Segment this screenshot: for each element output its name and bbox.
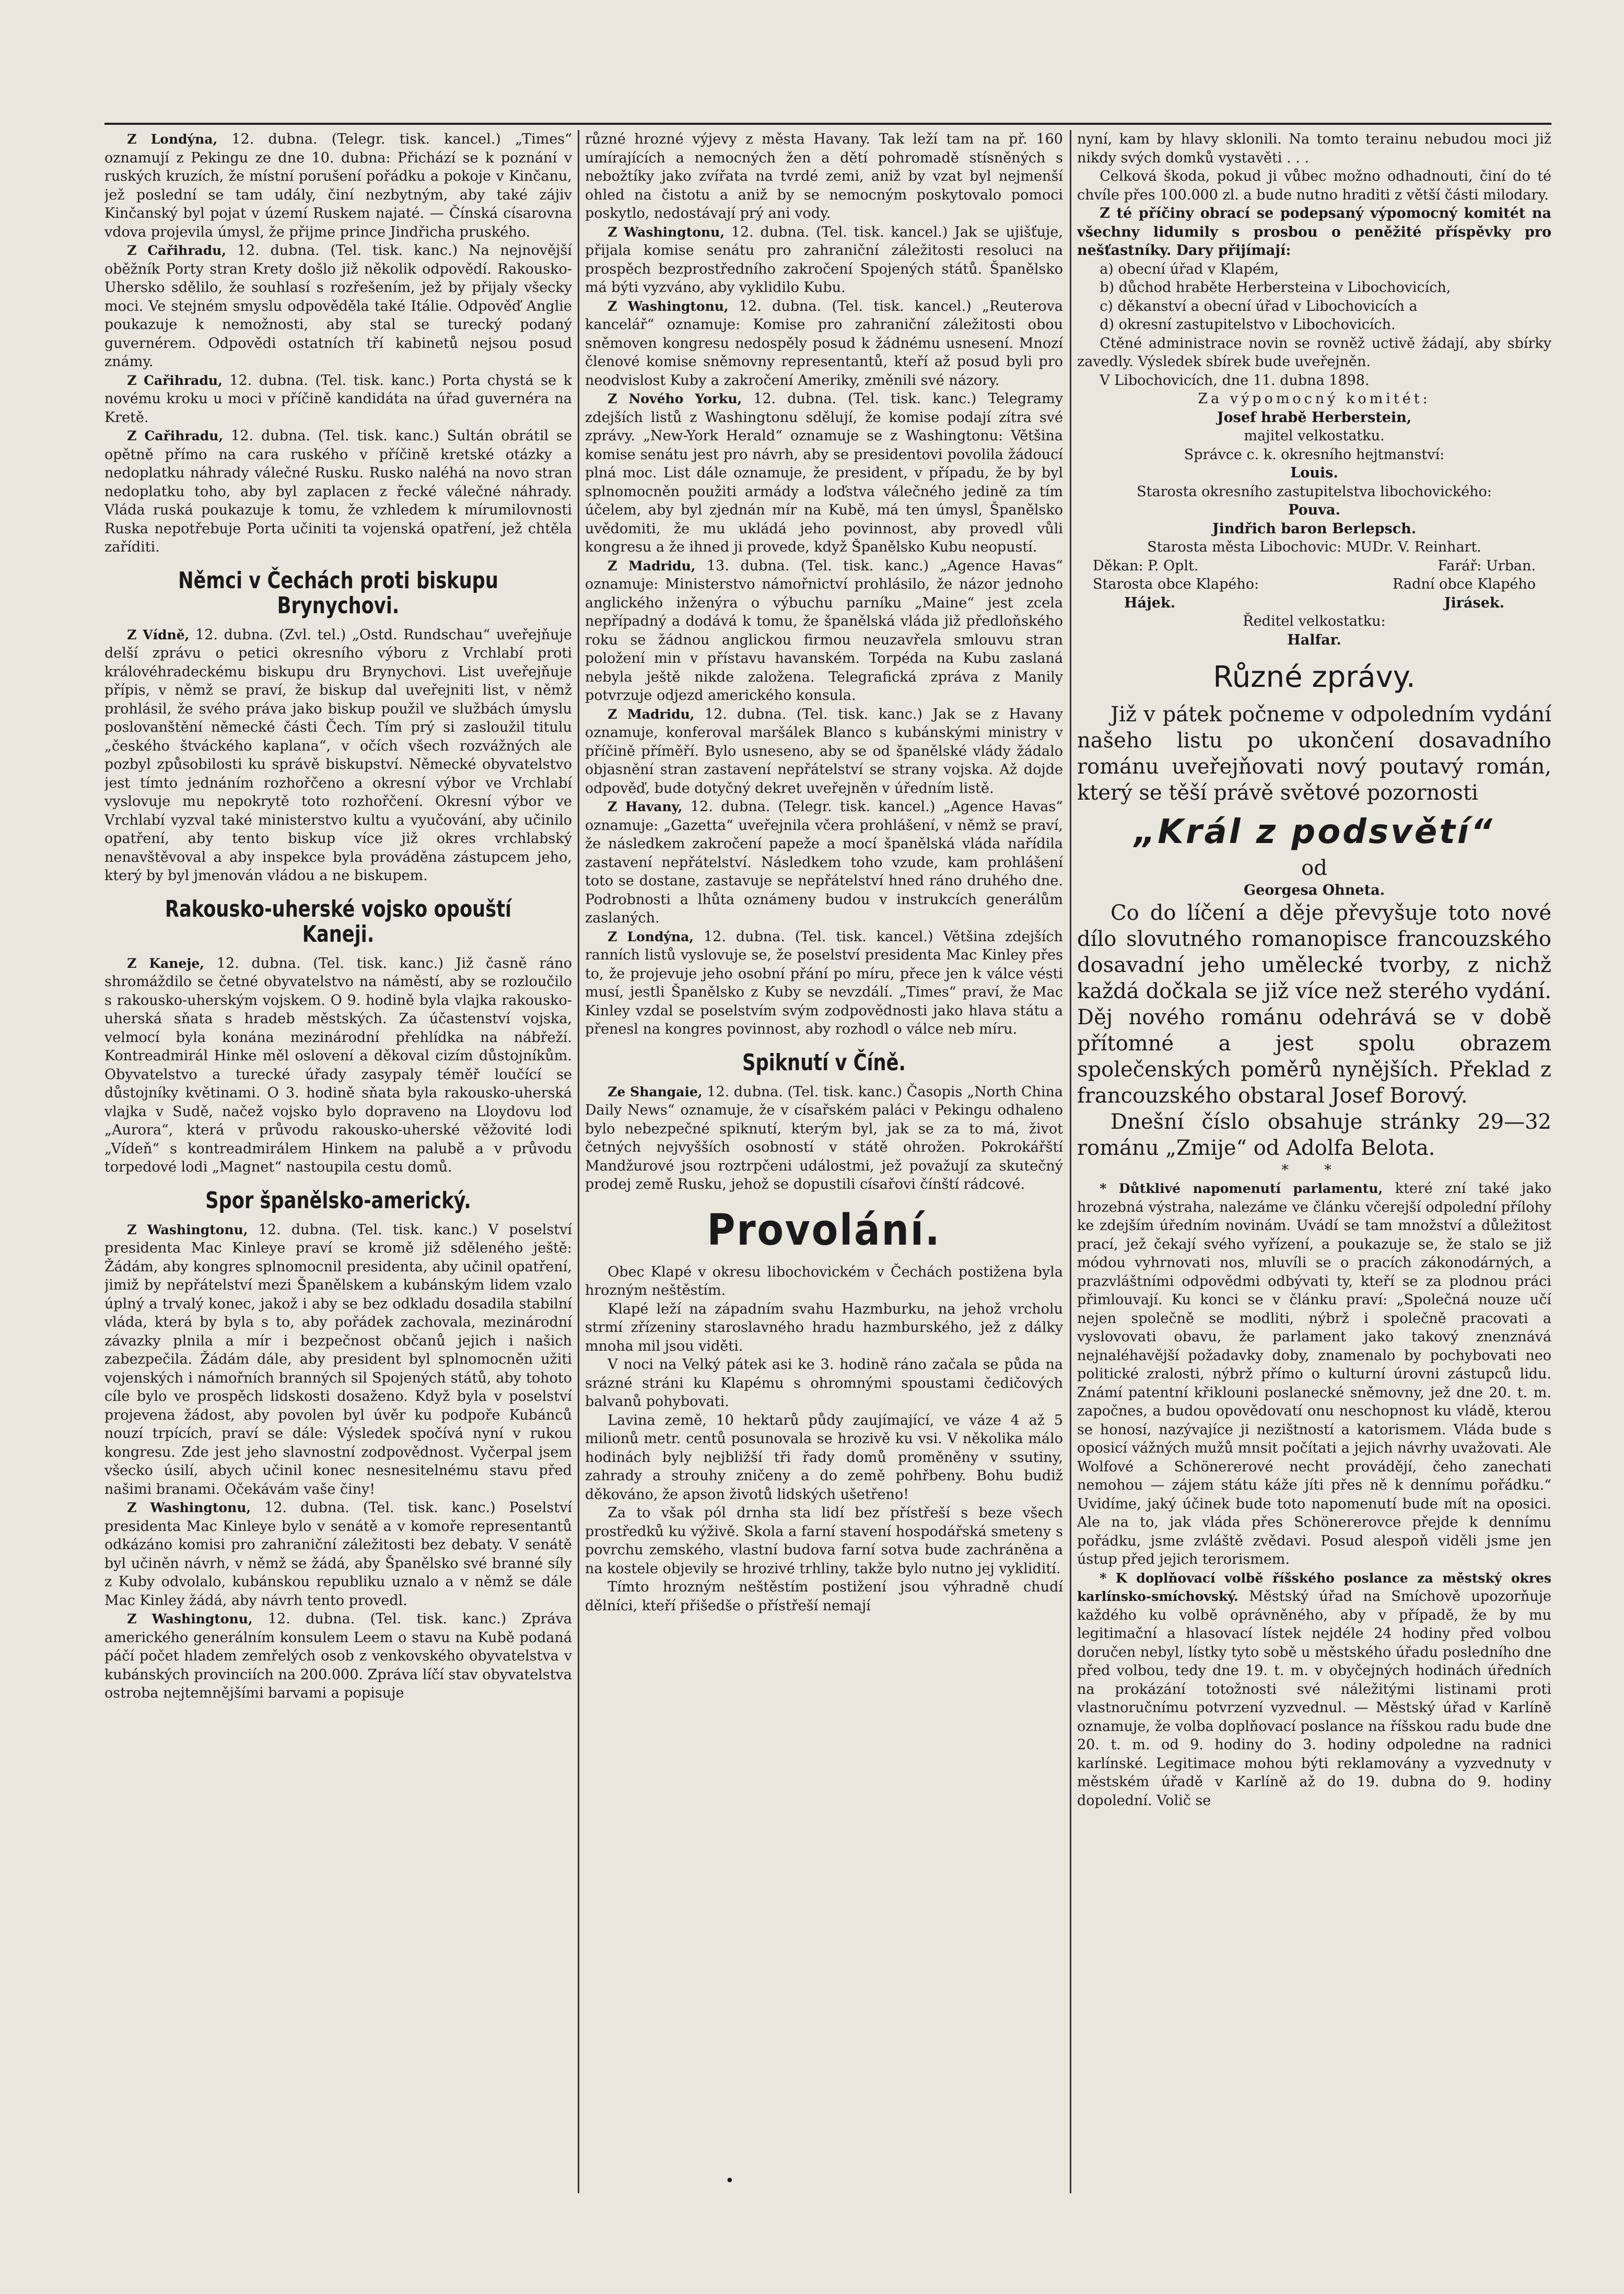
article-paragraph: Obec Klapé v okresu libochovickém v Čechách postižena byla hrozným neštěstím. [585, 1263, 1063, 1298]
article-paragraph: Z Washingtonu, 12. dubna. (Tel. tisk. kanc.) Zpráva amerického generálním konsulem Leem o stavu na Kubě podaná páčí počet hladem zemřelých osob z venkovského obyvatelstva v kubánských provinciích na 200.000. Zpráva líčí stav obyvatelstva ostroba nejtemnějšími barvami a popisuje [104, 1611, 572, 1701]
separator: * * [1281, 1162, 1347, 1178]
signatory: Pouva. [1288, 502, 1340, 518]
dateline: Z Vídně, [127, 627, 190, 642]
article-paragraph: Tímto hrozným neštěstím postižení jsou výhradně chudí dělníci, kteří přišedše o přístřeší nemají [585, 1579, 1063, 1614]
article-paragraph: Z Washingtonu, 12. dubna. (Tel. tisk. kancel.) „Reuterova kancelář“ oznamuje: Komise pro zahraniční záležitosti obou sněmoven kongresu nedospěly posud k žádnému usnesení. Mnozí členové komise sněmovny representantů, kteří až posud byli pro neodvislost Kuby a zakročení Ameriky, změnili své názory. [585, 298, 1063, 389]
dateline: Z Havany, [607, 799, 683, 814]
column-rule [578, 130, 579, 2193]
article-paragraph: Z Kaneje, 12. dubna. (Tel. tisk. kanc.) Již časně ráno shromáždilo se četné obyvatelstvo na náměstí, aby se rozloučilo s rakousko-uherským vojskem. O 9. hodině byla vlajka rakousko-uherská sňata s hradeb městských. Za účastenství vojska, velmocí byla konána mezinárodní přehlídka na nábřeží. Kontreadmirál Hinke měl oslovení a děkoval cizím důstojníkům. Obyvatelstvo a turecké úřady zasypaly téměř loučící se důstojníky květinami. O 3. hodině sňata byla rakousko-uherská vlajka v Sudě, načež vojsko bylo dopraveno na Lloydovu loď „Aurora“, která v průvodu rakousko-uherské věžovité lodi „Vídeň“ s kontreadmirálem Hinkem na palubě a v průvodu torpedové lodi „Magnet“ nastoupila cestu domů. [104, 955, 572, 1175]
signatory-row: Děkan: P. Oplt. Farář: Urban. [1093, 557, 1536, 574]
dateline: Z Cařihradu, [127, 372, 223, 388]
article-paragraph: Z Madridu, 13. dubna. (Tel. tisk. kanc.) „Agence Havas“ oznamuje: Ministerstvo námořnictví prohlásilo, že názor jednoho anglického inženýra o výbuchu parníku „Maine“ jest zcela nepřípadný a dodává k tomu, že španělská vláda již předloňského roku se žádnou anglickou firmou neuzavřela smlouvu stran položení min v přístavu havanském. Torpéda na Kubu zaslaná nebyla ještě nikde založena. Telegrafická zpráva z Manily potvrzuje odjezd amerického konsula. [585, 557, 1063, 704]
article-paragraph: Z Cařihradu, 12. dubna. (Tel. tisk. kanc.) Sultán obrátil se opětně přímo na cara ruského v příčině kretské otázky a nedoplatku náhrady válečné Rusku. Rusko naléhá na novo stran nedoplatku toho, aby byl zaplacen z řecké válečné náhrady. Vláda ruská poukazuje k tomu, že vzhledem k mírumilovnosti Ruska nepotřebuje Porta učiniti ta vojenská opatření, jež chtěla zaříditi. [104, 428, 572, 555]
signatory: Jindřich baron Berlepsch. [1212, 520, 1417, 537]
section-headline: Různé zprávy. [1213, 660, 1416, 694]
section-headline: Spor španělsko-americký. [205, 1187, 471, 1214]
signatory: Louis. [1290, 465, 1338, 481]
article-paragraph: V noci na Velký pátek asi ke 3. hodině ráno začala se půda na srázné stráni ku Klapému s ohromnými spoustami čedičových balvanů pohybovati. [585, 1356, 1063, 1410]
novel-title: „Král z podsvětí“ [1134, 813, 1494, 851]
article-paragraph: Dnešní číslo obsahuje stránky 29—32 románu „Zmije“ od Adolfa Belota. [1077, 1109, 1551, 1160]
signatory-row: Starosta obce Klapého: Radní obce Klapého [1093, 576, 1536, 592]
column-rule [1070, 130, 1071, 2193]
article-paragraph: Z Madridu, 12. dubna. (Tel. tisk. kanc.) Jak se z Havany oznamuje, konferoval maršálek Blanco s kubánskými ministry v příčině příměří. Bylo usneseno, aby se od španělské vlády žádalo objasnění stran zastavení nepřátelství se strany vojska. Až dojde odpověď, bude dotyčný dekret uveřejněn v úředním listě. [585, 706, 1063, 797]
article-paragraph: různé hrozné výjevy z města Havany. Tak leží tam na př. 160 umírajících a nemocných žen a dětí pohromadě stísněných s nebožtíky jako zvířata na tvrdé zemi, aniž by vzat byl nejmenší ohled na čistotu a aniž by se nemocným poskytovalo pomoci poskytlo, nedostávají prý ani vody. [585, 131, 1063, 221]
dateline: Z Washingtonu, [607, 298, 729, 314]
list-item: c) děkanství a obecní úřad v Libochovicích a [1100, 298, 1418, 314]
section-headline: Němci v Čechách proti biskupu Brynychovi. [178, 567, 498, 619]
dateline: Z Madridu, [607, 706, 695, 722]
dateline: Z Nového Yorku, [607, 391, 742, 406]
column-3 [1077, 130, 1551, 2193]
article-paragraph: Za to však pól drnha sta lidí bez přístřeší s beze všech prostředků ku výživě. Skola a farní stavení hospodářská smeteny s povrchu zemského, vlastní budova farní sotva bude zachráněna a na kostele objevily se hrozivé trhliny, takže bylo nutno jej vyklidití. [585, 1505, 1063, 1577]
article-paragraph: Celková škoda, pokud ji vůbec možno odhadnouti, činí do té chvíle přes 100.000 zl. a bude nutno hraditi z větší části milodary. [1077, 168, 1551, 203]
list-item: d) okresní zastupitelstvo v Libochovicích. [1100, 317, 1396, 333]
signatory-title: majitel velkostatku. [1244, 428, 1385, 444]
article-paragraph: Z Londýna, 12. dubna. (Telegr. tisk. kancel.) „Times“ oznamují z Pekingu ze dne 10. dubna: Přichází se k poznání v ruských kruzích, že místní porušení pořádku a pokoje v Kinčanu, jež poslední se tam udály, činí nezbytným, aby také zájiv Kinčanský byl pojat v území Ruskem najaté. — Čínská císarovna vdova projevila úmysl, že přijme prince Jindřicha pruského. [104, 131, 572, 240]
dateline: Z Londýna, [607, 929, 694, 944]
article-paragraph: Z Cařihradu, 12. dubna. (Tel. tisk. kanc.) Na nejnovější oběžník Porty stran Krety došlo již několik odpovědí. Rakousko-Uhersko sdělilo, že souhlasí s rozřešením, jež by přijaly všecky moci. Ve stejném smyslu odpověděla také Itálie. Odpověď Anglie poukazuje k nemožnosti, aby stal se turecký podaný guvernérem. Odpovědi ostatních tří kabinetů nejsou posud známy. [104, 242, 572, 370]
dateline: Z Washingtonu, [127, 1500, 251, 1515]
article-paragraph: * Důtklivé napomenutí parlamentu, které zní také jako hrozebná výstraha, nalezáme ve článku včerejší odpolední přílohy ke zdejším úředním novinám. Uvádí se tam množství a důležitost prací, jež čekají svého vyřízení, a poukazuje se, že stalo se již módou vyhrnovati nos, mluvíli se o pracích zákonodárných, a prazvláštními odpovědmi odbývati ty, kteří se za plodnou práci přimlouvají. Ku konci se v článku praví: „Společná nouze učí nejen společně se modliti, nýbrž i společně pracovati a vyslovovati obavu, že parlament jako takový znenznává nejnaléhavější požadavky doby, znamenalo by pochybovati neo politické zralosti, nýbrž přímo o kulturní úrovni zástupců lidu. Známí patentní křiklouni poslanecké sněmovny, jež dne 20. t. m. započnes, a budou opovědovatí onu neschopnost ku vládě, kterou se honosí, nazývajíce ji nezištností a katorismem. Vláda bude s oposicí vážných mužů mnsit počítati a jejich návrhy uvažovati. Ale Wolfové a Schönererové necht provádějí, čeho zanechati nemohou — zájem státu káže jíti přes ně k dennímu pořádku.“ Uvidíme, jaký účinek bude toto napomenutí bude mít na oposici. Ale na to, jak vláda přes Schönererovce přejde k dennímu pořádku, jsme zvláště zvědavi. Posud alespoň viděli jsme jen ústup před jejich terorismem. [1077, 1180, 1551, 1567]
article-paragraph: Lavina země, 10 hektarů půdy zaujímající, ve váze 4 až 5 milionů metr. centů posunovala se hrozivě ku vsi. V několika málo hodinách byly nejbližší tři řady domů proměněny v ssutiny, zahrady a strouhy zničeny a do země pohřbeny. Bohu budiž děkováno, že apson životů lidských ušetřeno! [585, 1412, 1063, 1503]
list-item: a) obecní úřad v Klapém, [1100, 261, 1279, 277]
article-paragraph: Z Vídně, 12. dubna. (Zvl. tel.) „Ostd. Rundschau“ uveřejňuje delší zprávu o petici okresního výboru z Vrchlabí proti královéhradeckému biskupu dru Brynychovi. List uveřejňuje přípis, v němž se praví, že biskup dal uveřejniti list, v němž prohlásil, že svého práva jako biskup použil ve službách úmyslu poslovanštění německé části Čech. Tím prý si zasloužil titulu „českého štváckého kaplana“, v očích všech rozvážných ale pozbyl způsobilosti ku správě biskupství. Německé obyvatelstvo jest tímto jednáním rozhořčeno a okresní výbor ve Vrchlabí vyslovuje mu nepokrytě toto rozhořčení. Okresní výbor ve Vrchlabí vyzval také ministerstvo kultu a vyučování, aby učinilo opatření, aby tento biskup více již okres vrchlabský nenavštěvoval a aby inspekce byla prováděna zástupcem jeho, který by byl jmenován vládou a ne biskupem. [104, 626, 572, 884]
article-paragraph: Ctěné administrace novin se rovněž uctivě žádají, aby sbírky zavedly. Výsledek sbírek bude uveřejněn. [1077, 335, 1551, 370]
signatory-title: Správce c. k. okresního hejtmanství: [1184, 446, 1445, 463]
article-paragraph: Z té příčiny obrací se podepsaný výpomocný komitét na všechny lidumily s prosbou o peněžité příspěvky pro nešťastníky. Dary přijímají: [1077, 205, 1551, 259]
dateline: Z Washingtonu, [607, 224, 725, 240]
dateline: * K doplňovací volbě říšského poslance za městský okres karlínsko-smíchovský. [1077, 1570, 1551, 1604]
article-paragraph: Ze Shangaie, 12. dubna. (Tel. tisk. kanc.) Časopis „North China Daily News“ oznamuje, že v císařském paláci v Pekingu odhaleno bylo nebezpečné spiknutí, kterým byl, jak se za to má, život četných nejvyšších osobností v státě ohrožen. Pokrokářští Mandžurové jsou roztrpčeni událostmi, jež považují za skutečný prodej země Rusku, jehož se dopustili císařovi čínští rádcové. [585, 1083, 1063, 1192]
dateline: Z Madridu, [607, 558, 696, 574]
article-paragraph: Z Cařihradu, 12. dubna. (Tel. tisk. kanc.) Porta chystá se k novému kroku u moci v příčině kandidáta na úřad guvernéra na Kretě. [104, 372, 572, 426]
article-paragraph: Z Washingtonu, 12. dubna. (Tel. tisk. kanc.) Poselství presidenta Mac Kinleye bylo v senátě a v komoře representantů odkázáno komisi pro zahraniční záležitosti bez debaty. V senátě byl učiněn návrh, v němž se žádá, aby Španělsko své branné síly z Kuby odvolalo, kubánskou republiku uznalo a v němž se dále Mac Kinley žádá, aby návrh tento provedl. [104, 1500, 572, 1609]
article-paragraph: Z Washingtonu, 12. dubna. (Tel. tisk. kancel.) Jak se ujišťuje, přijala komise senátu pro zahraniční záležitosti resoluci na prospěch bezprostředního zakročení Spojených států. Španělsko má býti vyzváno, aby vyklidilo Kubu. [585, 224, 1063, 296]
article-paragraph: Co do líčení a děje převyšuje toto nové dílo slovutného romanopisce francouzského dosavadní jeho umělecké tvorby, z nichž každá dočkala se již více než sterého vydání. Děj nového románu odehrává se v době přítomné a jest spolu obrazem společenských poměrů nynějších. Překlad z francouzského obstaral Josef Borový. [1077, 900, 1551, 1108]
signatory-title: Ředitel velkostatku: [1243, 613, 1386, 629]
section-headline: Provolání. [707, 1205, 941, 1255]
signatory-title: Starosta okresního zastupitelstva libochovického: [1137, 483, 1492, 500]
signatory: Starosta města Libochovic: MUDr. V. Reinhart. [1147, 539, 1481, 555]
article-paragraph: Z Washingtonu, 12. dubna. (Tel. tisk. kanc.) V poselství presidenta Mac Kinleye praví se kromě již sděleného ještě: Žádám, aby kongres splnomocnil presidenta, aby učinil opatření, jimiž by nepřátelství mezi Španělskem a kubánským lidem vzalo úplný a trvalý konec, jakož i aby se bez odkladu dosadila stabilní vláda, která by byla s to, aby pořádek zachovala, mezinárodní závazky plnila a mír i bezpečnost občanů jejich i našich zabezpečila. Žádám dále, aby president byl splnomocněn užiti vojenských i námořních branných sil Spojených států, aby tohoto cíle bylo ve prospěch lidskosti dosaženo. Když byla v poselství projevena žádost, aby povolen byl úvěr ku podpoře Kubánců nouzí trpících, praví se dále: Výsledek spočívá nyní v rukou kongresu. Zde jest jeho slavnostní zodpovědnost. Vyčerpal jsem všecko úsilí, abych učinil konec nesnesitelnému stavu před našimi branami. Očekávám vaše činy! [104, 1221, 572, 1497]
dateline: Z Washingtonu, [127, 1611, 253, 1626]
page-mark: • [725, 2172, 734, 2190]
column-1 [104, 130, 572, 2193]
article-paragraph: Z Londýna, 12. dubna. (Tel. tisk. kancel.) Většina zdejších ranních listů vyslovuje se, že poselství presidenta Mac Kinley přes to, že projevuje jeho osobní přání po míru, přece jen k válce vésti musí, jestli Španělsko z Kuby se nevzdálí. „Times“ praví, že Mac Kinley vzdal se poselstvím svým zodpovědnosti jako hlava státu a přenesl na kongres povinnost, aby rozhodl o válce neb míru. [585, 928, 1063, 1037]
section-headline: Spiknutí v Číně. [742, 1049, 906, 1076]
article-paragraph: Z Nového Yorku, 12. dubna. (Tel. tisk. kanc.) Telegramy zdejších listů z Washingtonu sdělují, že komise podají zítra své zprávy. „New-York Herald“ oznamuje se z Washingtonu: Většina komise senátu jest pro návrh, aby se presidentovi povolila žádoucí plná moc. List dále oznamuje, že president, v případu, že by byl splnomocněn použiti armády a loďstva válečného jedině za tím účelem, aby byl zjednán mír na Kubě, má ten úmysl, Španělsko uvědomiti, že mu ukládá jeho povinnost, aby provedl vůli kongresu a že ihned ji provede, když Španělsko Kubu neopustí. [585, 391, 1063, 555]
column-2 [585, 130, 1063, 2193]
signatory: Josef hrabě Herberstein, [1217, 409, 1412, 426]
list-item: b) důchod hraběte Herbersteina v Libochovicích, [1100, 279, 1451, 296]
article-paragraph: * K doplňovací volbě říšského poslance za městský okres karlínsko-smíchovský. Městský úřad na Smíchově upozorňuje každého ku volbě oprávněného, aby v případě, že by mu legitimační a hlasovací lístek nejdéle 24 hodiny před volbou doručen nebyl, lístky tyto sobě u městského úřadu posledního dne před volbou, tedy dne 19. t. m. v obyčejných hodinách úředních na prokázání totožnosti své náležitými listinami proti vlastnoručnímu potvrzení vyzvednul. — Městský úřad v Karlíně oznamuje, že volba doplňovací poslance na říšskou radu bude dne 20. t. m. od 9. hodiny do 3. hodiny odpoledne na radnici karlínské. Legitimace mohou býti reklamovány a vyzvednuty v městském úřadě v Karlíně až do 19. dubna do 9. hodiny dopolední. Volič se [1077, 1570, 1551, 1809]
dateline: Z Cařihradu, [127, 243, 227, 258]
dateline: Z Kaneje, [127, 955, 204, 971]
novel-author: Georgesa Ohneta. [1244, 882, 1385, 898]
dateline: Ze Shangaie, [607, 1084, 703, 1099]
dateline: Z Washingtonu, [127, 1222, 248, 1237]
dateline: Z Londýna, [127, 132, 218, 147]
article-paragraph: Klapé leží na západním svahu Hazmburku, na jehož vrcholu strmí zřízeniny staroslavného hradu hazmburského, jež z dálky mnoha mil jsou viděti. [585, 1301, 1063, 1354]
signatory-row: Hájek. Jirásek. [1124, 594, 1504, 611]
dateline: Z Cařihradu, [127, 428, 224, 443]
article-paragraph: V Libochovicích, dne 11. dubna 1898. [1100, 372, 1370, 389]
novel-by: od [1301, 856, 1327, 880]
article-paragraph: Z Havany, 12. dubna. (Telegr. tisk. kancel.) „Agence Havas“ oznamuje: „Gazetta“ uveřejnila včera prohlášení, v němž se praví, že následkem zakročení papeže a mocí španělská vláda nařídila zastavení nepřátelství. Následkem toho vzude, kam prohlášení toto se dostane, zastavuje se nepřátelství hned ráno druhého dne. Podrobnosti a lhůta oznámeny budou v instrukcích generálům zaslaných. [585, 799, 1063, 926]
article-paragraph: Již v pátek počneme v odpoledním vydání našeho listu po ukončení dosavadního románu uveřejňovati nový poutavý román, který se těší právě světové pozornosti [1077, 703, 1551, 805]
dateline: * Důtklivé napomenutí parlamentu, [1100, 1181, 1383, 1196]
section-headline: Rakousko-uherské vojsko opouští Kaneji. [165, 895, 512, 947]
committee-heading: Za výpomocný komitét: [1198, 391, 1431, 407]
signatory: Halfar. [1287, 631, 1341, 648]
newspaper-page [104, 123, 1551, 2193]
article-paragraph: nyní, kam by hlavy sklonili. Na tomto terainu nebudou moci již nikdy svých domků vystavěti . . . [1077, 131, 1551, 166]
